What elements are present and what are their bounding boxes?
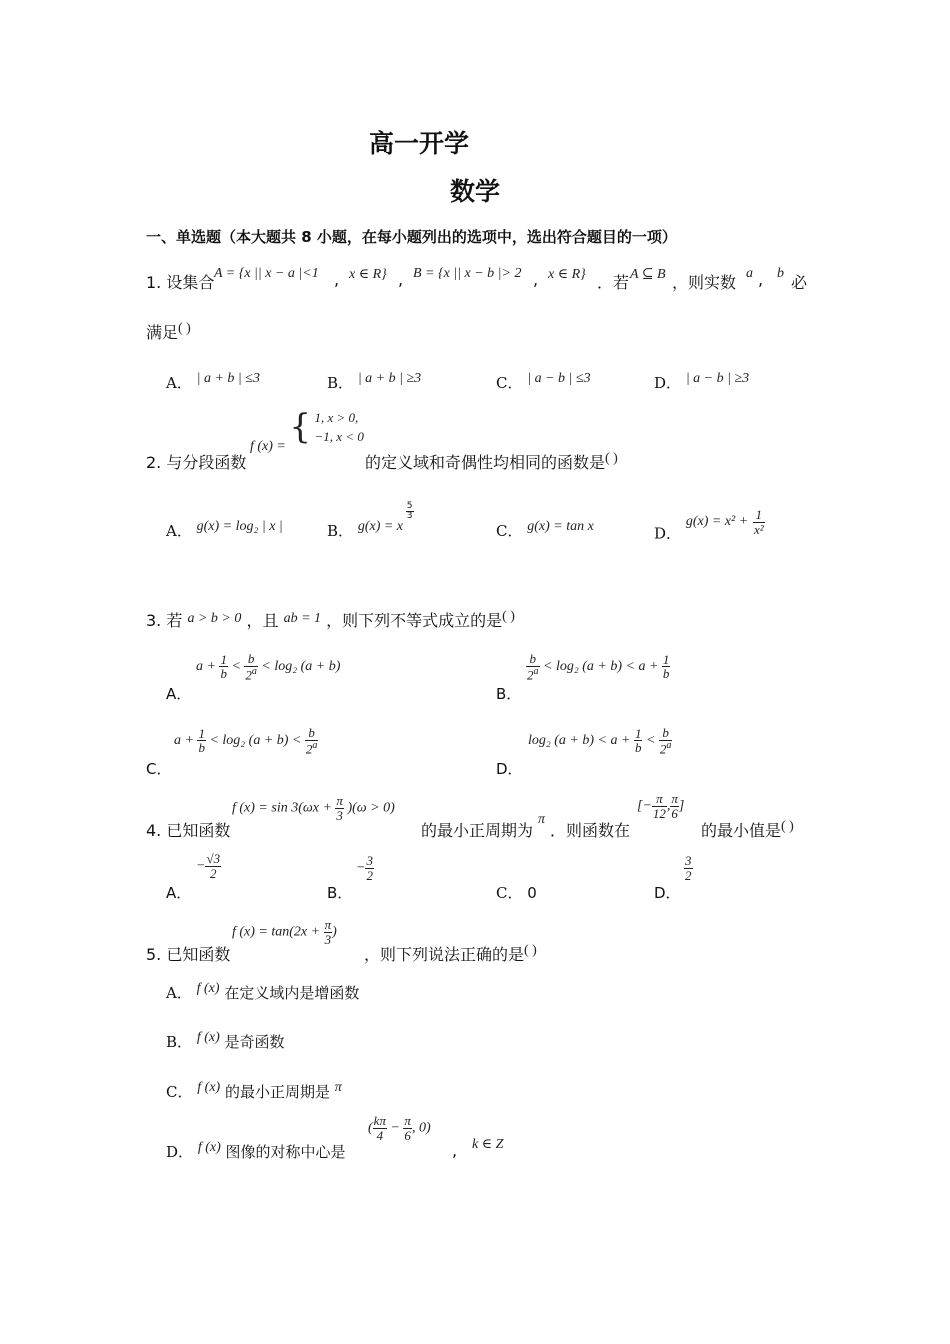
option-label: A． <box>166 984 192 1002</box>
answer-paren: ( ) <box>605 451 618 466</box>
option-text: 的最小正周期是 <box>224 1083 330 1101</box>
answer-paren: ( ) <box>781 819 794 834</box>
denominator: 2 <box>366 867 373 883</box>
fraction <box>652 792 667 820</box>
a-plus: a + <box>610 733 631 749</box>
question-number: 1. <box>146 273 162 292</box>
denominator: 3 <box>406 511 413 521</box>
fraction <box>403 1114 412 1142</box>
question-2-line <box>146 450 246 473</box>
numerator: b <box>305 726 319 741</box>
left-brace: { <box>289 406 312 447</box>
q5-option-a[interactable] <box>166 982 359 1003</box>
function-name: f (x) = <box>250 439 286 455</box>
q4-option-b-math <box>356 854 374 882</box>
numerator: 1 <box>634 725 642 741</box>
numerator: 1 <box>662 651 670 667</box>
option-label: D． <box>654 374 682 392</box>
denominator: b <box>220 666 227 682</box>
question-text: 若 <box>166 611 183 630</box>
numerator: 3 <box>366 853 373 868</box>
fraction <box>753 508 765 536</box>
q4-option-a-math <box>196 852 221 880</box>
fraction <box>335 794 344 822</box>
denominator <box>526 667 540 682</box>
piecewise-function <box>250 406 364 462</box>
answer-paren: ( ) <box>502 609 515 624</box>
k-in-z: k ∈ Z <box>472 1137 504 1152</box>
question-1-line-1 <box>146 270 214 293</box>
case-2: −1, x < 0 <box>314 428 364 444</box>
question-text: ．若 <box>597 273 630 292</box>
tail: , 0) <box>411 1120 431 1136</box>
fraction <box>305 726 319 756</box>
base: 2 <box>659 740 667 756</box>
comma: , <box>334 270 340 289</box>
fraction <box>324 918 333 946</box>
condition-2: ab = 1 <box>283 611 322 626</box>
option-math: | a − b | ≥3 <box>685 371 750 386</box>
less-than: < <box>543 659 553 675</box>
numerator: b <box>526 652 540 667</box>
base: 2 <box>527 666 534 682</box>
option-label: B． <box>327 522 354 540</box>
q4-function <box>232 794 395 822</box>
question-text: 的定义域和奇偶性均相同的函数是 <box>365 453 606 472</box>
less-than: < <box>597 733 607 749</box>
numerator: √3 <box>206 851 221 866</box>
option-label: C． <box>166 1083 193 1101</box>
comma: , <box>758 270 764 289</box>
denominator <box>659 741 673 756</box>
interval-left: [− <box>637 798 652 814</box>
less-than: < <box>261 659 271 675</box>
option-math: | a + b | ≥3 <box>357 371 422 386</box>
q1-option-a[interactable] <box>166 372 260 393</box>
question-text: 的最小正周期为 <box>421 821 534 840</box>
cases <box>315 409 364 447</box>
exponent-fraction <box>406 502 414 522</box>
q5-option-b[interactable] <box>166 1031 285 1052</box>
numerator: b <box>244 652 258 667</box>
denominator <box>244 667 258 682</box>
option-label: C． <box>496 374 523 392</box>
q3-option-b-label[interactable]: B． <box>496 685 522 703</box>
base: 2 <box>245 666 252 682</box>
fraction <box>659 726 673 756</box>
less-than: < <box>625 659 635 675</box>
denominator: 6 <box>671 805 678 821</box>
option-label: B． <box>166 1033 193 1051</box>
numerator: 1 <box>220 651 227 667</box>
numerator: π <box>671 791 678 806</box>
fraction <box>670 792 679 820</box>
denominator: b <box>662 666 670 682</box>
log-expression: log₂ (a + b) <box>555 659 622 675</box>
denominator: x² <box>753 521 764 537</box>
fraction <box>684 854 693 882</box>
denominator: 2 <box>210 865 217 881</box>
q4-option-a-label[interactable]: A． <box>166 884 192 902</box>
exam-title: 高一开学 <box>368 129 469 158</box>
q2-option-d[interactable] <box>654 507 765 548</box>
option-value: 0 <box>527 884 537 902</box>
interval-right: ] <box>678 798 685 814</box>
option-label: A． <box>166 522 192 540</box>
denominator: b <box>634 740 642 756</box>
option-text: 图像的对称中心是 <box>225 1143 346 1161</box>
minus-sign: − <box>356 860 366 876</box>
function-symbol: f (x) <box>196 981 220 996</box>
base: 2 <box>305 740 313 756</box>
function-symbol: f (x) <box>197 1080 221 1095</box>
section-heading: 一、单选题（本大题共 8 小题，在每小题列出的选项中，选出符合题目的一项） <box>146 228 677 246</box>
condition: )(ω > 0) <box>347 800 395 816</box>
a-plus: a + <box>174 733 194 749</box>
pi-symbol: π <box>334 1080 342 1095</box>
minus-sign: − <box>196 858 206 874</box>
denominator: 3 <box>336 807 343 823</box>
question-text: 设集合 <box>166 273 215 292</box>
option-label: C． <box>496 522 523 540</box>
denominator: 3 <box>324 931 332 947</box>
question-number: 4. <box>146 821 162 840</box>
question-number: 2. <box>146 453 162 472</box>
question-text: ，则下列说法正确的是 <box>364 945 525 964</box>
numerator: 5 <box>406 500 413 511</box>
question-text: 与分段函数 <box>166 453 247 472</box>
q5-option-d[interactable] <box>166 1141 346 1162</box>
q1-option-c[interactable] <box>496 372 591 393</box>
option-label: C． <box>496 884 523 902</box>
option-math: g(x) = tan x <box>527 519 594 534</box>
question-text: ，则实数 <box>672 273 737 292</box>
q5-option-c[interactable] <box>166 1081 342 1102</box>
close-paren: ) <box>332 924 337 940</box>
q4-option-c[interactable] <box>496 882 537 903</box>
question-text: 已知函数 <box>166 821 231 840</box>
numerator: kπ <box>373 1113 386 1128</box>
fraction <box>373 1114 387 1142</box>
question-text: 必 <box>791 273 808 292</box>
numerator: π <box>404 1113 411 1128</box>
q3-option-d-label[interactable]: D． <box>496 760 523 778</box>
option-text: 在定义域内是增函数 <box>224 984 360 1002</box>
answer-paren: ( ) <box>524 943 537 958</box>
denominator: 12 <box>652 805 666 821</box>
question-5-lead <box>146 942 230 965</box>
q2-option-b[interactable] <box>327 500 414 541</box>
fraction <box>244 652 258 682</box>
exponent: a <box>533 665 539 677</box>
pi-symbol: π <box>538 812 546 827</box>
q1-option-b[interactable] <box>327 372 421 393</box>
q4-option-b-label[interactable]: B． <box>327 884 353 902</box>
numerator: 1 <box>753 508 765 523</box>
question-text: ，则下列不等式成立的是 <box>326 611 503 630</box>
less-than: < <box>209 733 219 749</box>
q4-option-d-math <box>684 854 693 882</box>
set-b-expression: B = {x || x − b |> 2 <box>413 266 522 281</box>
option-math: | a + b | ≤3 <box>196 371 260 386</box>
q1-option-d[interactable] <box>654 372 749 393</box>
denominator <box>305 741 319 756</box>
set-a-expression: A = {x || x − a |<1 <box>214 266 319 281</box>
a-plus: a + <box>196 659 216 675</box>
comma: , <box>398 270 404 289</box>
log-expression: log₂ (a + b) <box>274 659 341 675</box>
fraction <box>365 854 374 882</box>
option-math: | a − b | ≤3 <box>527 371 591 386</box>
option-math: g(x) = x² + <box>685 513 749 529</box>
var-a: a <box>746 266 753 281</box>
q4-option-d-label[interactable]: D． <box>654 884 681 902</box>
question-text: 的最小值是 <box>701 821 782 840</box>
denominator: 2 <box>685 867 692 883</box>
q4-interval: [− $\frac{\pi}{12}$ , $\frac{\pi}{6}$ ] <box>637 791 685 821</box>
q3-option-d-math <box>528 726 672 756</box>
question-text: 满足 <box>146 323 179 342</box>
question-text <box>364 942 537 965</box>
exponent: a <box>666 739 672 751</box>
denominator: 6 <box>404 1127 411 1143</box>
x-in-r: x ∈ R} <box>548 267 586 282</box>
fraction <box>197 727 206 755</box>
q5-function <box>232 918 337 946</box>
comma: , <box>533 270 539 289</box>
comma: , <box>452 1141 458 1160</box>
denominator: 4 <box>376 1127 384 1143</box>
x-in-r: x ∈ R} <box>349 267 387 282</box>
function-symbol: f (x) <box>197 1140 221 1155</box>
less-than: < <box>231 659 241 675</box>
option-label: D． <box>166 1143 194 1161</box>
q3-option-c-label[interactable]: C． <box>146 760 172 778</box>
subject-title: 数学 <box>449 177 500 206</box>
option-label: D． <box>654 524 682 543</box>
question-3-line <box>146 608 515 631</box>
option-label: A． <box>166 374 192 392</box>
q3-option-a-label[interactable]: A． <box>166 685 192 703</box>
subset-expression: A ⊆ B <box>630 267 666 282</box>
q2-option-a[interactable] <box>166 520 283 541</box>
case-1: 1, x > 0, <box>314 410 359 425</box>
q3-option-c-math <box>174 726 318 756</box>
q3-option-a-math <box>196 652 340 682</box>
fraction <box>205 852 221 880</box>
question-text <box>701 818 794 841</box>
function-expression: f (x) = sin 3(ωx + <box>232 800 332 816</box>
log-expression: log₂ (a + b) <box>222 733 289 749</box>
denominator: b <box>198 740 205 756</box>
numerator: π <box>336 793 343 808</box>
log-expression: log₂ (a + b) <box>528 733 595 749</box>
var-b: b <box>777 266 784 281</box>
numerator: 3 <box>685 853 692 868</box>
condition-1: a > b > 0 <box>187 611 242 626</box>
q5-option-d-math: ( $\frac{k\pi}{4}$ − $\frac{\pi}{6}$ , 0) <box>368 1113 431 1143</box>
option-math: g(x) = log₂ | x | <box>196 519 283 534</box>
fraction <box>662 653 671 681</box>
question-text: ．则函数在 <box>550 821 631 840</box>
question-text: ，且 <box>246 611 279 630</box>
numerator: b <box>659 726 673 741</box>
exponent: a <box>312 739 318 751</box>
numerator: π <box>324 917 332 932</box>
question-text: 已知函数 <box>166 945 231 964</box>
fraction <box>526 652 540 682</box>
answer-paren: ( ) <box>178 321 191 336</box>
option-text: 是奇函数 <box>224 1033 285 1051</box>
exponent: a <box>251 665 257 677</box>
option-label: B． <box>327 374 354 392</box>
q2-option-c[interactable] <box>496 520 594 541</box>
q3-option-b-math <box>526 652 670 682</box>
numerator: π <box>652 792 667 807</box>
less-than: < <box>645 733 656 749</box>
question-1-line-2 <box>146 320 191 343</box>
question-text <box>365 450 618 473</box>
option-math: g(x) = x <box>357 519 404 534</box>
numerator: 1 <box>198 725 205 741</box>
fraction <box>634 727 643 755</box>
a-plus: a + <box>638 659 659 675</box>
less-than: < <box>291 733 302 749</box>
fraction <box>219 653 228 681</box>
question-number: 3. <box>146 611 162 630</box>
function-expression: f (x) = tan(2x + <box>232 924 321 940</box>
question-number: 5. <box>146 945 162 964</box>
question-4-lead <box>146 818 230 841</box>
function-symbol: f (x) <box>196 1030 220 1045</box>
